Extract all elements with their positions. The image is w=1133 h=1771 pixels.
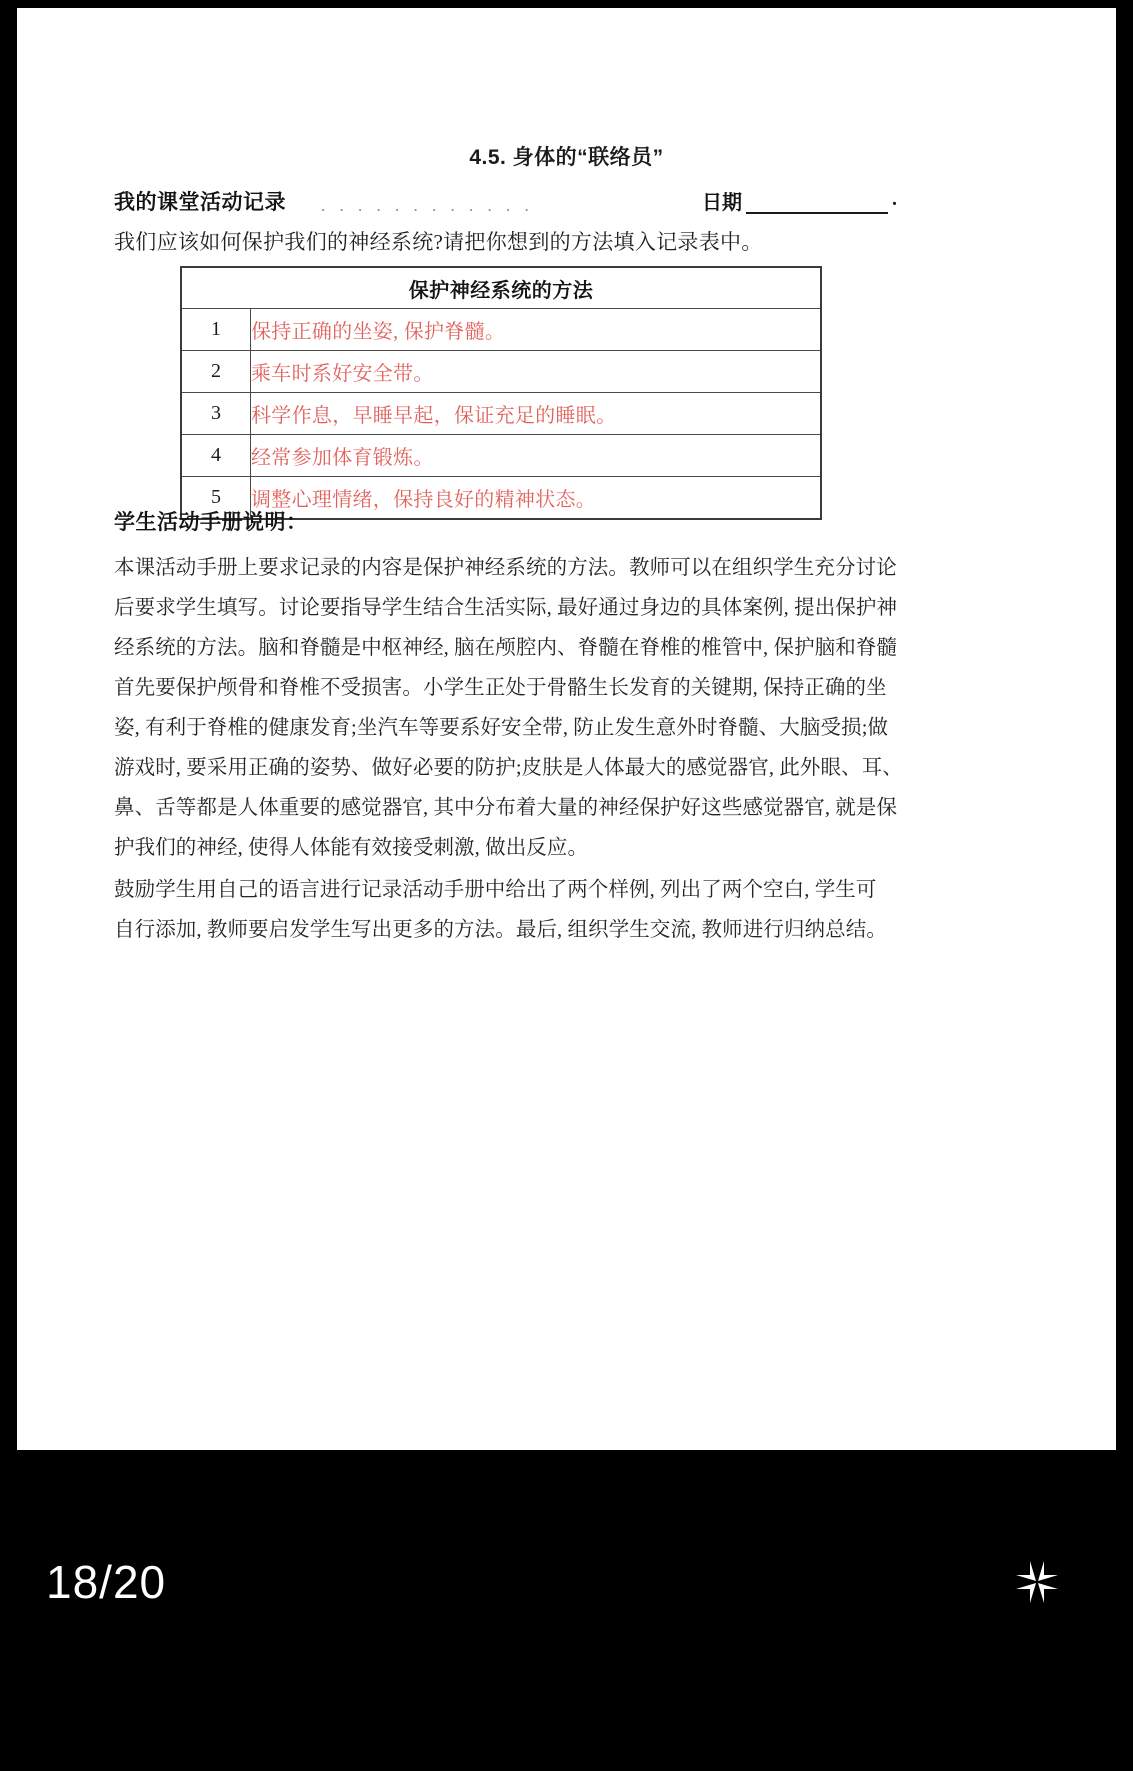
table-row xyxy=(181,351,821,393)
row-number: 4 xyxy=(181,435,251,477)
row-number: 5 xyxy=(181,477,251,520)
table-row xyxy=(181,435,821,477)
date-trailing-period: . xyxy=(892,188,897,210)
record-dot-leader: . . . . . . . . . . . . xyxy=(321,196,534,215)
date-label: 日期 xyxy=(702,192,742,214)
page-title: 4.5. 身体的“联络员” xyxy=(469,146,664,169)
row-answer: 科学作息，早睡早起，保证充足的睡眠。 xyxy=(251,393,822,435)
page-indicator: 18/20 xyxy=(46,1556,167,1608)
row-answer: 乘车时系好安全带。 xyxy=(251,351,822,393)
table-header-row xyxy=(181,267,821,309)
table-row xyxy=(181,309,821,351)
body-line: 自行添加, 教师要启发学生写出更多的方法。最后, 组织学生交流, 教师进行归纳总结。 xyxy=(114,919,887,941)
viewer-top-margin xyxy=(0,0,1133,8)
collapse-button[interactable] xyxy=(1000,1545,1074,1619)
date-blank-rule xyxy=(746,212,888,214)
row-number: 3 xyxy=(181,393,251,435)
explanation-body xyxy=(114,548,909,950)
body-line: 后要求学生填写。讨论要指导学生结合生活实际, 最好通过身边的具体案例, 提出保护神 xyxy=(114,597,898,619)
collapse-arrows-icon xyxy=(1000,1545,1074,1619)
scanned-page[interactable] xyxy=(17,8,1116,1450)
body-line: 游戏时, 要采用正确的姿势、做好必要的防护;皮肤是人体最大的感觉器官, 此外眼、耳、 xyxy=(114,757,903,779)
body-line: 鼓励学生用自己的语言进行记录活动手册中给出了两个样例, 列出了两个空白, 学生可 xyxy=(114,879,877,901)
row-answer: 保持正确的坐姿, 保护脊髓。 xyxy=(251,309,822,351)
record-header-row xyxy=(114,186,994,216)
row-number: 2 xyxy=(181,351,251,393)
methods-table xyxy=(180,266,822,520)
body-line: 经系统的方法。脑和脊髓是中枢神经, 脑在颅腔内、脊髓在脊椎的椎管中, 保护脑和脊髓 xyxy=(114,637,898,659)
row-answer: 调整心理情绪，保持良好的精神状态。 xyxy=(251,477,822,520)
body-line: 鼻、舌等都是人体重要的感觉器官, 其中分布着大量的神经保护好这些感觉器官, 就是保 xyxy=(114,797,898,819)
body-line: 姿, 有利于脊椎的健康发育;坐汽车等要系好安全带, 防止发生意外时脊髓、大脑受损;做 xyxy=(114,717,889,739)
record-label: 我的课堂活动记录 xyxy=(114,191,286,214)
page-content xyxy=(17,8,1116,1450)
table-row xyxy=(181,393,821,435)
table-header-cell: 保护神经系统的方法 xyxy=(181,267,821,309)
prompt-text: 我们应该如何保护我们的神经系统?请把你想到的方法填入记录表中。 xyxy=(114,230,763,254)
viewer-bottom-bar xyxy=(0,1450,1133,1771)
section-heading: 学生活动手册说明： xyxy=(114,511,308,534)
row-number: 1 xyxy=(181,309,251,351)
body-line: 本课活动手册上要求记录的内容是保护神经系统的方法。教师可以在组织学生充分讨论 xyxy=(114,557,897,579)
row-answer: 经常参加体育锻炼。 xyxy=(251,435,822,477)
body-line: 护我们的神经, 使得人体能有效接受刺激, 做出反应。 xyxy=(114,837,589,859)
body-line: 首先要保护颅骨和脊椎不受损害。小学生正处于骨骼生长发育的关键期, 保持正确的坐 xyxy=(114,677,887,699)
